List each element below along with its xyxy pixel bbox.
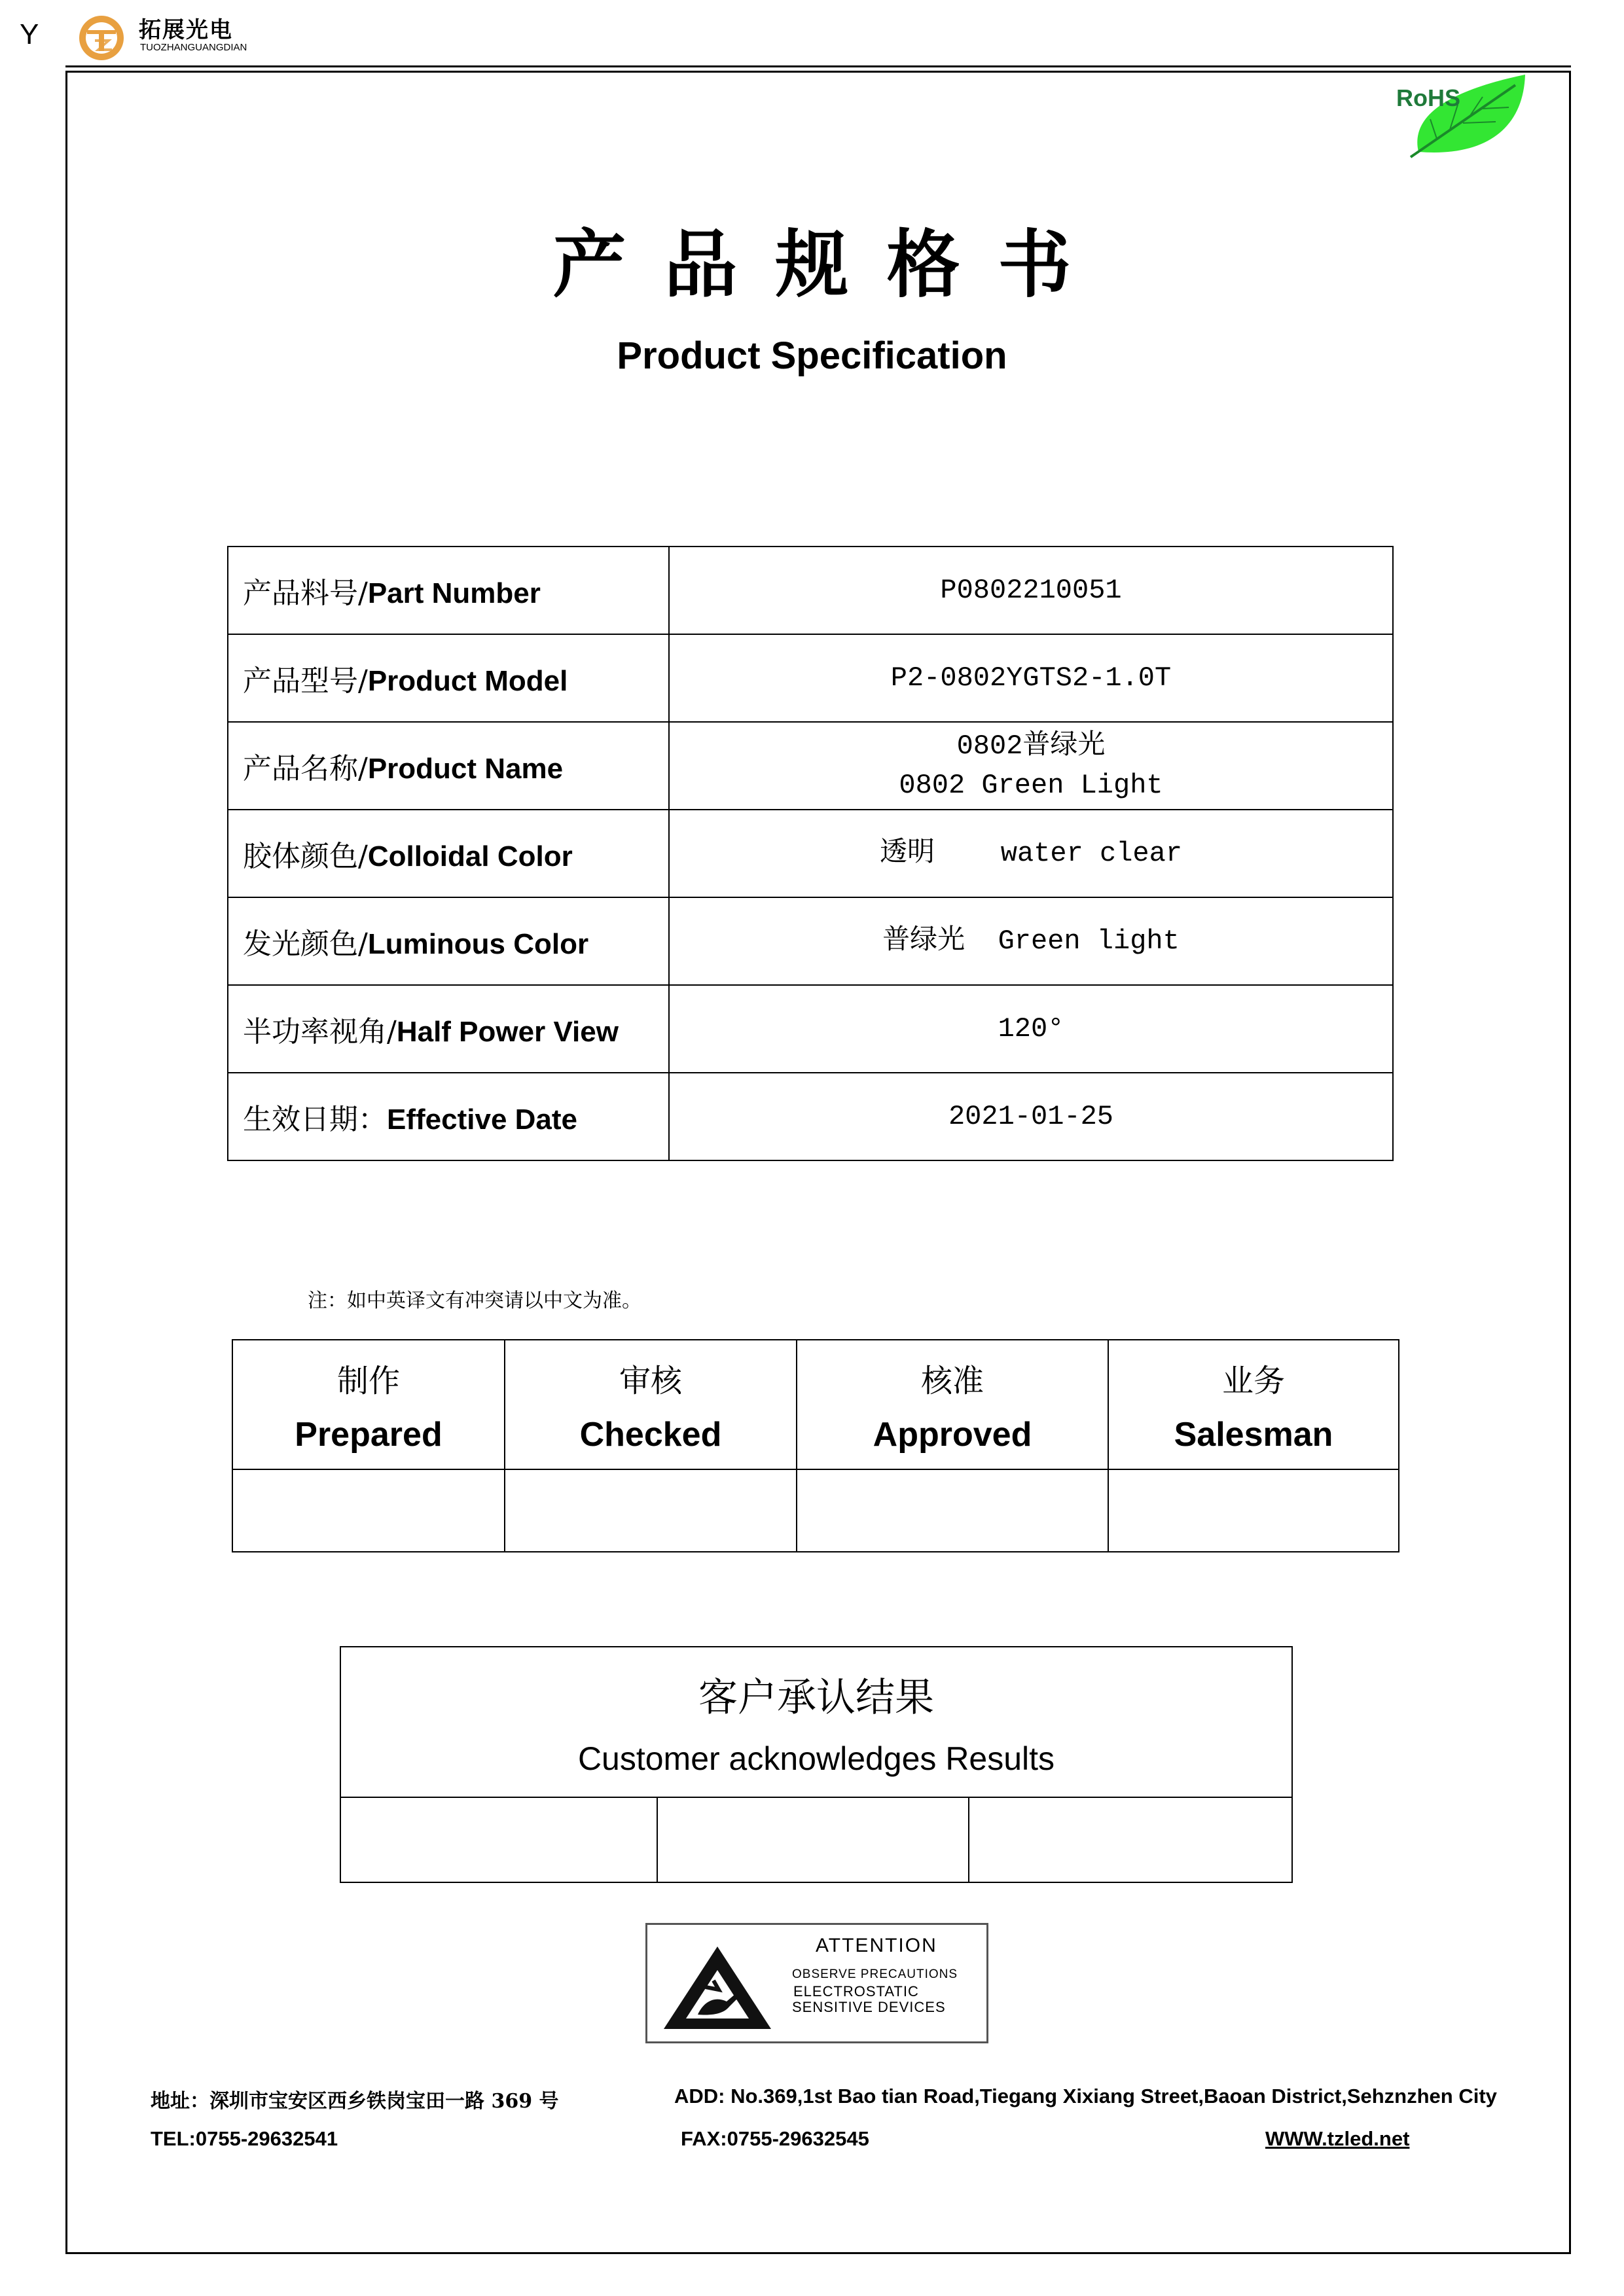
address-en: ADD: No.369,1st Bao tian Road,Tiegang Xixiang Street,Baoan District,Sehznzhen City (674, 2085, 1497, 2108)
spec-value: P2-0802YGTS2-1.0T (669, 634, 1393, 722)
spec-label: 发光颜色/Luminous Color (228, 897, 669, 985)
spec-row-effective-date (228, 1073, 1393, 1160)
signoff-salesman-header: 业务 Salesman (1108, 1340, 1399, 1469)
spec-row-colloidal-color (228, 810, 1393, 897)
attention-title: ATTENTION (816, 1935, 937, 1956)
fax-number: FAX:0755-29632545 (681, 2127, 869, 2150)
signoff-checked-cell (505, 1469, 797, 1552)
signoff-approved-cell (797, 1469, 1108, 1552)
spec-row-luminous-color (228, 897, 1393, 985)
header-divider (65, 65, 1571, 67)
spec-table (227, 546, 1394, 1161)
attention-line-2: ELECTROSTATIC (793, 1983, 919, 2000)
spec-value: P0802210051 (669, 547, 1393, 634)
spec-label: 胶体颜色/Colloidal Color (228, 810, 669, 897)
rohs-leaf-icon (1384, 65, 1535, 164)
telephone: TEL:0755-29632541 (151, 2127, 338, 2150)
spec-label: 生效日期：Effective Date (228, 1073, 669, 1160)
signoff-table (232, 1339, 1399, 1552)
signoff-approved-header: 核准 Approved (797, 1340, 1108, 1469)
rohs-text: RoHS (1396, 84, 1460, 111)
customer-ack-cell (657, 1797, 969, 1882)
attention-line-1: OBSERVE PRECAUTIONS (792, 1967, 958, 1981)
page-title-en: Product Specification (617, 334, 1007, 377)
spec-value: 2021-01-25 (669, 1073, 1393, 1160)
attention-line-3: SENSITIVE DEVICES (792, 1999, 946, 2015)
spec-value: 普绿光 Green light (669, 897, 1393, 985)
spec-value: 0802普绿光 0802 Green Light (669, 722, 1393, 810)
spec-label: 产品料号/Part Number (228, 547, 669, 634)
translation-note: 注：如中英译文有冲突请以中文为准。 (308, 1289, 641, 1312)
signoff-prepared-header: 制作 Prepared (232, 1340, 505, 1469)
customer-ack-header: 客户承认结果 Customer acknowledges Results (340, 1647, 1292, 1797)
spec-value: 透明 water clear (669, 810, 1393, 897)
esd-warning-icon (659, 1941, 776, 2033)
spec-label: 产品型号/Product Model (228, 634, 669, 722)
signoff-checked-header: 审核 Checked (505, 1340, 797, 1469)
company-name-cn: 拓展光电 (139, 18, 233, 43)
spec-label: 半功率视角/Half Power View (228, 985, 669, 1073)
customer-ack-table (340, 1646, 1293, 1883)
address-cn: 地址：深圳市宝安区西乡铁岗宝田一路 369 号 (151, 2090, 559, 2113)
page-title-cn: 产品规格书 (552, 222, 1110, 308)
spec-row-product-model (228, 634, 1393, 722)
spec-label: 产品名称/Product Name (228, 722, 669, 810)
company-name-en: TUOZHANGUANGDIAN (140, 42, 247, 53)
spec-row-half-power-view (228, 985, 1393, 1073)
customer-ack-cell (340, 1797, 657, 1882)
website-link[interactable]: WWW.tzled.net (1265, 2127, 1410, 2150)
spec-value: 120° (669, 985, 1393, 1073)
customer-ack-cell (969, 1797, 1292, 1882)
spec-row-part-number (228, 547, 1393, 634)
signoff-prepared-cell (232, 1469, 505, 1552)
signoff-salesman-cell (1108, 1469, 1399, 1552)
spec-row-product-name (228, 722, 1393, 810)
corner-mark: Y (20, 18, 39, 50)
